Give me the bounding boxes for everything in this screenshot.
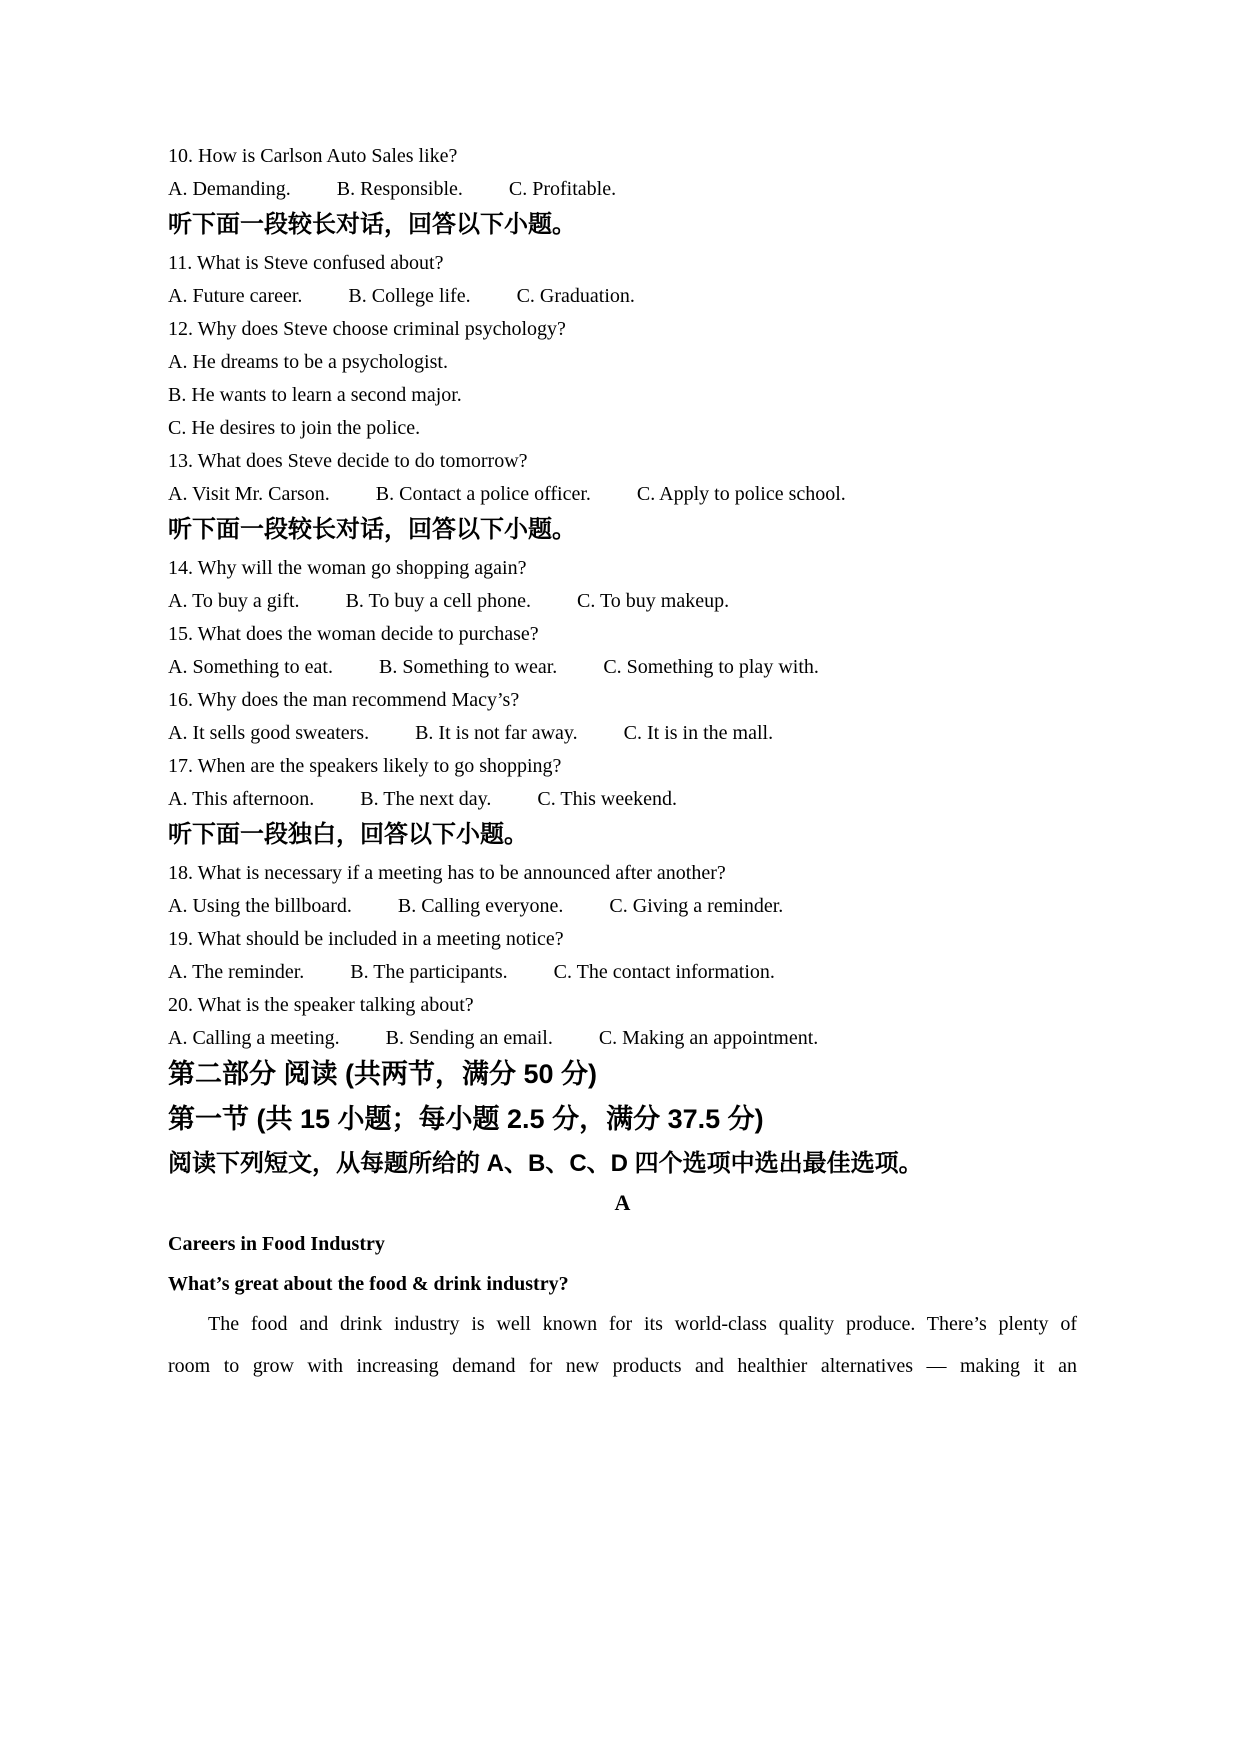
- question-line: 16. Why does the man recommend Macy’s?: [168, 689, 520, 711]
- options-line: [168, 179, 1077, 199]
- options-line: [168, 896, 1077, 916]
- option-text: C. Giving a reminder.: [609, 895, 784, 917]
- option-text: B. Calling everyone.: [397, 895, 564, 917]
- option-text: C. The contact information.: [553, 961, 775, 983]
- question-line: 15. What does the woman decide to purchase?: [168, 623, 539, 645]
- cn-heading-line: 听下面一段较长对话，回答以下小题。: [168, 516, 576, 543]
- option-text: A. This afternoon.: [168, 788, 315, 810]
- option-text: B. Responsible.: [336, 178, 463, 200]
- options-line: [168, 657, 1077, 677]
- option-text: C. This weekend.: [537, 788, 677, 810]
- option-text: C. Apply to police school.: [636, 483, 846, 505]
- center-label-line: A: [614, 1190, 631, 1215]
- question-line: 14. Why will the woman go shopping again?: [168, 557, 527, 579]
- option-text: A. Demanding.: [168, 178, 291, 200]
- options-line: [168, 286, 1077, 306]
- section-heading-line: 第一节 (共 15 小题；每小题 2.5 分，满分 37.5 分): [168, 1104, 764, 1134]
- option-text: A. Future career.: [168, 285, 303, 307]
- cn-heading-line: 阅读下列短文，从每题所给的 A、B、C、D 四个选项中选出最佳选项。: [168, 1150, 923, 1177]
- option-text: A. The reminder.: [168, 961, 305, 983]
- cn-heading-line: 听下面一段独白，回答以下小题。: [168, 821, 528, 848]
- option-text: C. To buy makeup.: [576, 590, 730, 612]
- option-text: C. Making an appointment.: [598, 1027, 819, 1049]
- option-text: B. Something to wear.: [378, 656, 558, 678]
- option-text: A. To buy a gift.: [168, 590, 300, 612]
- options-line: [168, 962, 1077, 982]
- option-text: A. Using the billboard.: [168, 895, 352, 917]
- option-text: B. Sending an email.: [385, 1027, 553, 1049]
- options-line: [168, 723, 1077, 743]
- paragraph-line: room to grow with increasing demand for new products and healthier alternatives — making it an: [168, 1355, 1077, 1377]
- bold-title-line: What’s great about the food & drink industry?: [168, 1273, 569, 1295]
- option-text: C. It is in the mall.: [623, 722, 774, 744]
- option-text: B. The participants.: [350, 961, 508, 983]
- option-text: B. The next day.: [360, 788, 492, 810]
- cn-heading-line: 听下面一段较长对话，回答以下小题。: [168, 211, 576, 238]
- question-line: B. He wants to learn a second major.: [168, 384, 462, 406]
- options-line: [168, 1028, 1077, 1048]
- option-text: B. It is not far away.: [415, 722, 578, 744]
- question-line: 12. Why does Steve choose criminal psychology?: [168, 318, 566, 340]
- option-text: C. Graduation.: [516, 285, 635, 307]
- question-line: 11. What is Steve confused about?: [168, 252, 444, 274]
- options-line: [168, 484, 1077, 504]
- section-heading-line: 第二部分 阅读 (共两节，满分 50 分): [168, 1059, 598, 1089]
- option-text: A. It sells good sweaters.: [168, 722, 370, 744]
- document-content: [168, 146, 1077, 1377]
- question-line: 20. What is the speaker talking about?: [168, 994, 474, 1016]
- question-line: 17. When are the speakers likely to go shopping?: [168, 755, 562, 777]
- option-text: A. Visit Mr. Carson.: [168, 483, 330, 505]
- option-text: C. Something to play with.: [603, 656, 819, 678]
- option-text: C. Profitable.: [508, 178, 617, 200]
- paragraph-first-line: The food and drink industry is well known for its world-class quality produce. There’s plenty of: [208, 1313, 1077, 1335]
- question-line: A. He dreams to be a psychologist.: [168, 351, 448, 373]
- question-line: 13. What does Steve decide to do tomorrow?: [168, 450, 528, 472]
- question-line: 19. What should be included in a meeting notice?: [168, 928, 564, 950]
- option-text: A. Something to eat.: [168, 656, 333, 678]
- option-text: A. Calling a meeting.: [168, 1027, 340, 1049]
- option-text: B. Contact a police officer.: [375, 483, 591, 505]
- question-line: 10. How is Carlson Auto Sales like?: [168, 145, 458, 167]
- question-line: 18. What is necessary if a meeting has to be announced after another?: [168, 862, 726, 884]
- options-line: [168, 789, 1077, 809]
- option-text: B. To buy a cell phone.: [345, 590, 531, 612]
- options-line: [168, 591, 1077, 611]
- bold-title-line: Careers in Food Industry: [168, 1233, 385, 1255]
- question-line: C. He desires to join the police.: [168, 417, 421, 439]
- option-text: B. College life.: [348, 285, 471, 307]
